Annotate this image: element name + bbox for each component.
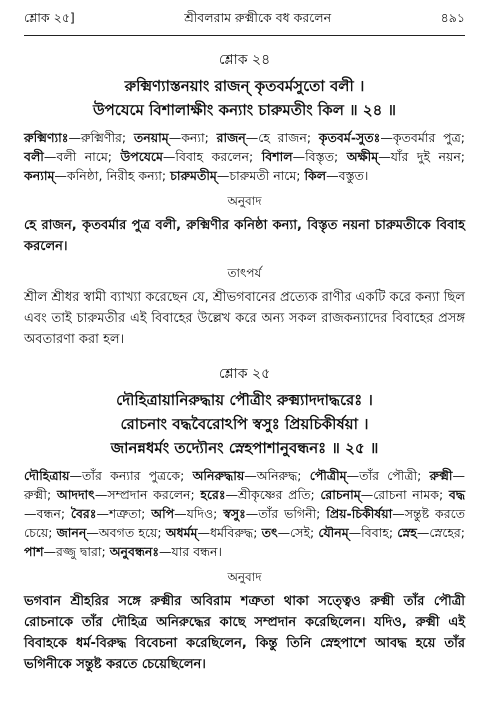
synonym-meaning: —শত্রুতা; bbox=[96, 506, 152, 521]
synonym-meaning: —বস্তুত। bbox=[326, 168, 369, 183]
sloka-24-purport: শ্রীল শ্রীধর স্বামী ব্যাখ্যা করেছেন যে, শ্রীভগবানের প্রত্যেক রাণীর একটি করে কন্যা ছিল এবং তাই চারুমতীর এই বিবাহের উল্লেখ করে অন্য সকল রাজকন্যাদের বিবাহের প্রসঙ্গ অবতারণা করা হল। bbox=[24, 290, 465, 347]
synonym-meaning: —অনিরুদ্ধ; bbox=[244, 468, 310, 483]
synonym-meaning: —সেই; bbox=[277, 525, 319, 540]
synonym-word: আদদাৎ bbox=[56, 487, 95, 502]
synonym-word: বলী bbox=[24, 149, 44, 164]
sloka-25-heading: শ্লোক ২৫ bbox=[218, 366, 271, 382]
sloka-25-translation-heading: অনুবাদ bbox=[227, 570, 262, 584]
synonym-word: রোচনাম্ bbox=[320, 487, 361, 502]
synonym-word: কন্যাম্ bbox=[24, 168, 55, 183]
page-number: ৪৯১ bbox=[440, 10, 465, 25]
synonym-meaning: —কৃতবর্মার পুত্র; bbox=[380, 130, 465, 145]
synonym-word: দৌহিত্রায় bbox=[24, 468, 70, 483]
synonym-meaning: —বলী নামে; bbox=[43, 149, 121, 164]
synonym-meaning: —বিবাহ; bbox=[348, 525, 398, 540]
synonym-meaning: —তাঁর পৌত্রী; bbox=[346, 468, 430, 483]
synonym-meaning: —বন্ধন; bbox=[24, 506, 71, 521]
sloka-24-verse-line-2: উপযেমে বিশালাক্ষীং কন্যাং চারুমতীং কিল ॥ ২৪ ॥ bbox=[92, 101, 397, 119]
synonym-word: প্রিয়-চিকীর্ষয়া bbox=[326, 506, 393, 521]
sloka-24-purport-heading: তাৎপর্য bbox=[227, 266, 262, 280]
synonym-word: রাজন্ bbox=[216, 130, 246, 145]
synonym-meaning: —রুক্মিণীর; bbox=[68, 130, 134, 145]
synonym-word: স্বসুঃ bbox=[223, 506, 246, 521]
synonym-word: অক্ষীম্ bbox=[346, 149, 379, 164]
synonym-meaning: —স্নেহের; bbox=[416, 525, 465, 540]
synonym-meaning: —কন্যা; bbox=[168, 130, 217, 145]
page-header bbox=[24, 0, 465, 36]
synonym-word: বিশাল bbox=[261, 149, 293, 164]
synonym-word: জানন্ bbox=[56, 525, 87, 540]
synonym-meaning: —চারুমতী নামে; bbox=[216, 168, 305, 183]
synonym-meaning: —হে রাজন; bbox=[245, 130, 319, 145]
synonym-meaning: —যাঁর দুই নয়ন; bbox=[378, 149, 465, 164]
sloka-24-verse-line-1: রুক্মিণ্যাস্তনয়াং রাজন্ কৃতবর্মসুতো বলী । bbox=[124, 77, 365, 95]
synonym-word: অধর্মম্ bbox=[165, 525, 198, 540]
synonym-word: কৃতবর্ম-সুতঃ bbox=[318, 130, 381, 145]
synonym-word: যৌনম্ bbox=[318, 525, 349, 540]
synonym-meaning: —রোচনা নামক; bbox=[360, 487, 449, 502]
synonym-meaning: —যদিও; bbox=[174, 506, 224, 521]
sloka-24-synonyms bbox=[24, 128, 465, 185]
sloka-25-verse-line-2: রোচনাং বদ্ধবৈরোঽপি স্বসুঃ প্রিয়চিকীর্ষয়া । bbox=[120, 415, 369, 433]
sloka-25-verse-line-1: দৌহিত্রায়ানিরুদ্ধায় পৌত্রীং রুক্ম্যাদদাদ্ধরেঃ । bbox=[116, 391, 373, 409]
sloka-25-translation: ভগবান শ্রীহরির সঙ্গে রুক্মীর অবিরাম শত্রুতা থাকা সত্ত্বেও রুক্মী তাঁর পৌত্রী রোচনাকে তাঁর দৌহিত্র অনিরুদ্ধের কাছে সম্প্রদান করেছিলেন। যদিও, রুক্মী এই বিবাহকে ধর্ম-বিরুদ্ধ বিবেচনা করেছিলেন, কিন্তু তিনি স্নেহপাশে আবদ্ধ হয়ে তাঁর ভগিনীকে সন্তুষ্ট করতে চেয়েছিলেন। bbox=[24, 594, 465, 672]
sloka-24-heading: শ্লোক ২৪ bbox=[218, 52, 271, 68]
synonym-meaning: —সম্প্রদান করলেন; bbox=[94, 487, 201, 502]
synonym-word: কিল bbox=[304, 168, 327, 183]
synonym-meaning: —ধর্মবিরুদ্ধ; bbox=[197, 525, 262, 540]
synonym-meaning: —অবগত হয়ে; bbox=[86, 525, 166, 540]
synonym-word: অপি bbox=[151, 506, 175, 521]
synonym-meaning: —তাঁর কন্যার পুত্রকে; bbox=[69, 468, 193, 483]
synonym-word: পাশ bbox=[24, 544, 44, 559]
synonym-meaning: —রুক্মী; bbox=[24, 468, 465, 502]
synonym-word: রুক্মী bbox=[429, 468, 453, 483]
synonym-word: স্নেহ bbox=[397, 525, 417, 540]
synonym-word: চারুমতীম্ bbox=[170, 168, 217, 183]
synonym-meaning: —কনিষ্ঠা, নিরীহ কন্যা; bbox=[54, 168, 171, 183]
sloka-24-translation-heading: অনুবাদ bbox=[227, 194, 262, 208]
synonym-meaning: —বিস্তৃত; bbox=[292, 149, 347, 164]
synonym-word: বদ্ধ bbox=[448, 487, 465, 502]
synonym-word: বৈরঃ bbox=[70, 506, 97, 521]
synonym-word: অনুবন্ধনঃ bbox=[109, 544, 160, 559]
synonym-word: তৎ bbox=[261, 525, 278, 540]
synonym-word: রুক্মিণ্যাঃ bbox=[24, 130, 69, 145]
synonym-meaning: —শ্রীকৃষ্ণের প্রতি; bbox=[225, 487, 321, 502]
synonym-meaning: —বিবাহ করলেন; bbox=[162, 149, 262, 164]
sloka-24-translation: হে রাজন, কৃতবর্মার পুত্র বলী, রুক্মিণীর কনিষ্ঠা কন্যা, বিস্তৃত নয়না চারুমতীকে বিবাহ করলেন। bbox=[24, 218, 465, 254]
header-chapter-title: শ্রীবলরাম রুক্মীকে বধ করলেন bbox=[184, 10, 332, 25]
sloka-25-verse-line-3: জানন্নধর্মং তদ্যৌনং স্নেহপাশানুবন্ধনঃ ॥ ২৫ ॥ bbox=[110, 439, 379, 457]
synonym-word: উপযেমে bbox=[120, 149, 163, 164]
synonym-word: অনিরুদ্ধায় bbox=[192, 468, 245, 483]
synonym-meaning: —সন্তুষ্ট করতে চেয়ে; bbox=[24, 506, 465, 540]
sloka-25-synonyms bbox=[24, 466, 465, 561]
header-section-ref: শ্লোক ২৫] bbox=[24, 10, 75, 25]
synonym-meaning: —রজ্জু দ্বারা; bbox=[43, 544, 110, 559]
synonym-meaning: —তাঁর ভগিনী; bbox=[245, 506, 327, 521]
synonym-meaning: —যার বন্ধন। bbox=[159, 544, 222, 559]
synonym-word: তনয়াম্ bbox=[133, 130, 169, 145]
synonym-word: পৌত্রীম্ bbox=[309, 468, 347, 483]
synonym-word: হরেঃ bbox=[200, 487, 226, 502]
